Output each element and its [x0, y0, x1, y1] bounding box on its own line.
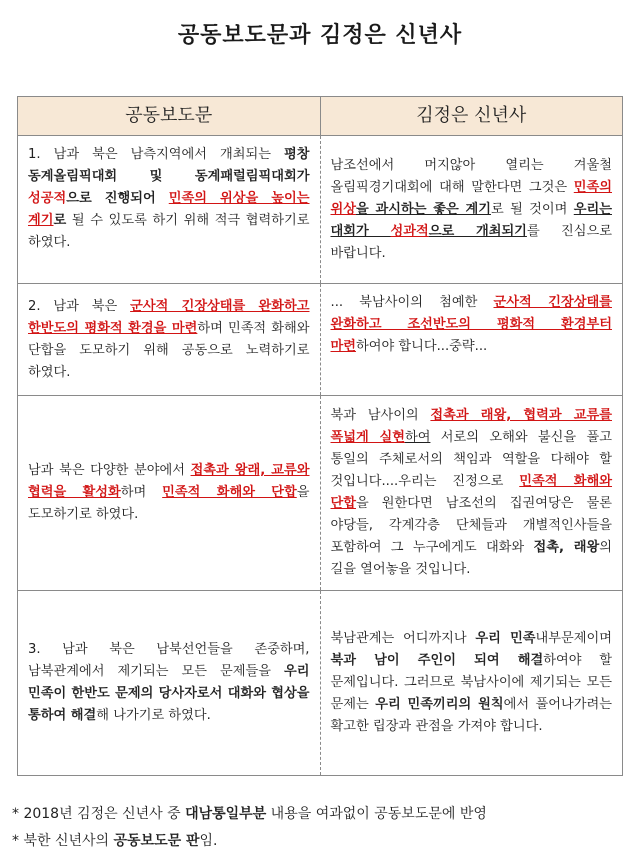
text-segment: 민족적 화해와 단합 — [330, 474, 613, 511]
text-segment: 민족의 위상을 높이는 계기 — [28, 191, 310, 228]
joint-statement-cell — [18, 591, 321, 776]
text-segment: 남과 북은 다양한 분야에서 — [28, 463, 191, 478]
text-segment: 을 과시하는 좋은 계기 — [355, 201, 491, 217]
text-segment: 임. — [199, 833, 218, 849]
text-segment: 될 수 있도록 하기 위해 적극 협력하기로 하였다. — [28, 213, 310, 250]
text-segment: 을 원한다면 남조선의 집권여당은 물론 야당들, 각계각층 단체들과 개별적인사들을 포함하여 그 누구에게도 대화와 — [330, 496, 612, 555]
text-segment: 북과 남이 주인이 되여 해결 — [330, 653, 544, 668]
table-row — [18, 284, 623, 396]
new-year-address-cell — [320, 396, 623, 591]
footnotes — [12, 801, 487, 855]
table-row — [18, 136, 623, 284]
footnote — [12, 828, 487, 855]
text-segment: 로 — [53, 213, 67, 228]
text-segment: 내용을 여과없이 공동보도문에 반영 — [266, 806, 487, 822]
text-segment: 하여 — [404, 430, 431, 445]
text-segment: 를 진심으로 바랍니다. — [330, 223, 613, 261]
text-segment: 내부문제이며 — [535, 631, 612, 646]
text-segment: 2. 남과 북은 — [28, 298, 131, 314]
text-segment: 북남관계는 어디까지나 — [330, 631, 476, 646]
table-row — [18, 396, 623, 591]
text-segment: 접촉과 래왕, 협력과 교류를 폭넓게 실현 — [330, 408, 612, 445]
text-segment: 해 나가기로 하였다. — [96, 708, 211, 723]
text-segment: 접촉, 래왕 — [533, 540, 600, 555]
table-header-row — [18, 97, 623, 136]
text-segment: 3. 남과 북은 남북선언들을 존중하며, 남북관계에서 제기되는 모든 문제들을 — [28, 642, 310, 679]
text-segment: 에서 풀어나가려는 확고한 립장과 관점을 가져야 합니다. — [330, 697, 612, 734]
column-header-new-year-address: 김정은 신년사 — [320, 97, 623, 136]
text-segment: 군사적 긴장상태를 완화하고 — [130, 298, 310, 314]
text-segment: 북과 남사이의 — [330, 408, 431, 423]
text-segment: 남조선에서 머지않아 열리는 겨울철 올림픽경기대회에 대해 말한다면 그것은 — [330, 157, 612, 195]
text-segment: 대남통일부분 — [185, 806, 267, 822]
text-segment: 성과적 — [390, 223, 429, 239]
text-segment: 2018년 김정은 신년사 중 — [19, 806, 186, 822]
text-segment: 의 길을 열어놓을 것입니다. — [330, 540, 612, 577]
text-segment: 하여야 합니다...중략... — [355, 339, 488, 354]
text-segment: 하여야 할 문제입니다. 그러므로 북남사이에 제기되는 모든 문제는 — [330, 653, 612, 712]
text-segment: 1. 남과 북은 남측지역에서 개최되는 — [28, 147, 285, 162]
text-segment: 접촉과 왕래, 교류와 협력을 활성화 — [28, 463, 310, 500]
text-segment: 성공적 — [28, 191, 67, 206]
text-segment: 하며 민족적 화해와 단합을 도모하기 위해 공동으로 노력하기로 하였다. — [28, 320, 310, 380]
page-title: 공동보도문과 김정은 신년사 — [177, 23, 463, 48]
joint-statement-cell — [18, 284, 321, 396]
text-segment: 군사적 긴장상태를 완화하고 조선반도의 평화적 환경부터 마련 — [330, 295, 612, 354]
comparison-table — [17, 96, 623, 776]
text-segment: 평창 동계올림픽대회 및 동계패럴림픽대회가 — [28, 147, 310, 184]
text-segment: 으로 개최되기 — [428, 223, 527, 239]
text-segment: 우리 민족끼리의 원칙 — [375, 697, 504, 712]
text-segment: 북한 신년사의 — [19, 833, 114, 849]
text-segment: 서로의 오해와 불신을 풀고 통일의 주체로서의 책임과 역할을 다해야 할 것입니다....우리는 진정으로 — [330, 430, 612, 489]
text-segment: 하며 — [120, 485, 163, 500]
text-segment: 민족적 화해와 단합 — [162, 485, 297, 500]
text-segment: ... 북남사이의 첨예한 — [330, 295, 494, 310]
new-year-address-cell — [320, 284, 623, 396]
new-year-address-cell — [320, 591, 623, 776]
text-segment: * — [12, 806, 19, 822]
text-segment: * — [12, 833, 19, 849]
joint-statement-cell — [18, 396, 321, 591]
new-year-address-cell — [320, 136, 623, 284]
table-row — [18, 591, 623, 776]
footnote — [12, 801, 487, 828]
text-segment: 우리 민족 — [475, 631, 536, 646]
column-header-joint-statement: 공동보도문 — [18, 97, 321, 136]
text-segment: 을 도모하기로 하였다. — [28, 485, 310, 522]
joint-statement-cell — [18, 136, 321, 284]
text-segment: 민족의 위상 — [330, 179, 612, 217]
text-segment: 한반도의 평화적 환경을 마련 — [28, 320, 198, 336]
text-segment: 우리는 대회가 — [330, 201, 612, 239]
text-segment: 공동보도문 판 — [113, 833, 200, 849]
text-segment: 로 될 것이며 — [490, 201, 574, 217]
text-segment: 으로 진행되어 — [66, 191, 169, 206]
text-segment: 우리 민족이 한반도 문제의 당사자로서 대화와 협상을 통하여 해결 — [28, 664, 310, 723]
